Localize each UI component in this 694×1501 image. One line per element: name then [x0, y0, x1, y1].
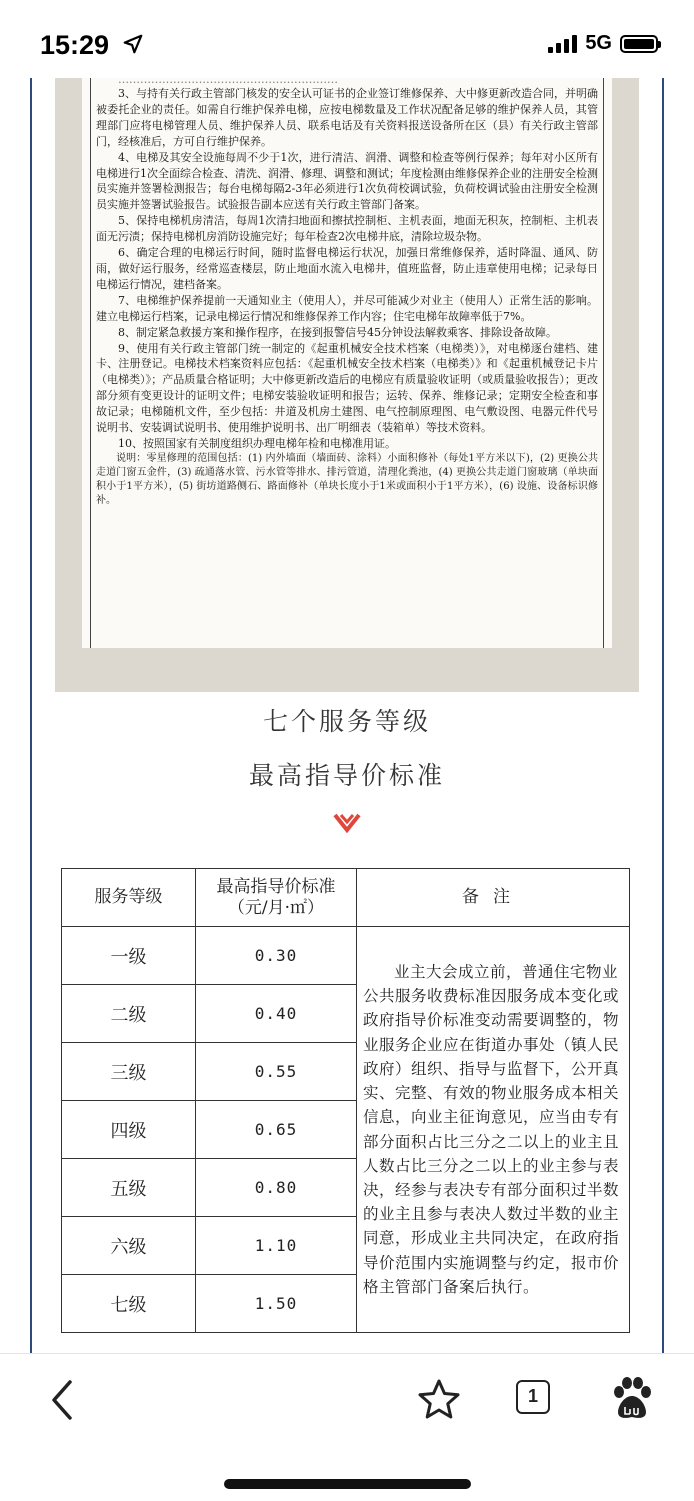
battery-icon	[620, 35, 658, 53]
table-header-row	[62, 869, 630, 927]
level-cell: 六级	[62, 1217, 196, 1275]
level-cell: 三级	[62, 1043, 196, 1101]
document-paragraph: 8、制定紧急救援方案和操作程序，在接到报警信号45分钟设法解救乘客、排除设备故障。	[118, 325, 557, 339]
level-cell: 一级	[62, 927, 196, 985]
document-text	[96, 78, 598, 509]
price-cell: 0.40	[196, 985, 357, 1043]
level-cell: 二级	[62, 985, 196, 1043]
document-paragraph: 4、电梯及其安全设施每周不少于1次，进行清洁、润滑、调整和检查等例行保养；每年对小区所有电梯进行1次全面综合检查、清洗、润滑、修理、调整和测试；年度检测由维修保养企业的注册安全检测员实施并签署检测报告；每台电梯每隔2-3年必须进行1次负荷校调试验，负荷校调试验由注册安全检测员实施并签署试验报告。试验报告副本应送有关行政主管部门备案。	[96, 150, 598, 212]
document-paragraph: 3、与持有关行政主管部门核发的安全认可证书的企业签订维修保养、大中修更新改造合同，并明确被委托企业的责任。如需自行维护保养电梯，应按电梯数量及工作状况配备足够的维护保养人员，其管理部门应将电梯管理人员、维护保养人员、联系电话及有关资料报送设备所在区（县）有关行政主管部门，经核准后，方可自行维护保养。	[96, 87, 598, 148]
price-cell: 0.80	[196, 1159, 357, 1217]
document-paragraph: 5、保持电梯机房清洁，每周1次清扫地面和擦拭控制柜、主机表面，地面无积灰，控制柜、主机表面无污渍；保持电梯机房消防设施完好；每年检查2次电梯井底，清除垃圾杂物。	[96, 214, 598, 244]
document-image	[82, 78, 612, 648]
document-cut-line: ……………………………………………………	[118, 78, 338, 86]
status-bar	[0, 0, 694, 78]
document-paragraph: 10、按照国家有关制度组织办理电梯年检和电梯准用证。	[118, 436, 396, 450]
network-type: 5G	[585, 32, 612, 54]
location-arrow-icon	[122, 33, 144, 55]
price-cell: 0.65	[196, 1101, 357, 1159]
chevron-down-icon	[333, 812, 361, 834]
document-paragraph: 7、电梯维护保养提前一天通知业主（使用人），并尽可能减少对业主（使用人）正常生活的影响。建立电梯运行档案，记录电梯运行情况和维修保养工作内容；住宅电梯年故障率低于7%。	[96, 293, 598, 323]
document-note: 说明：零星修理的范围包括：(1) 内外墙面（墙面砖、涂料）小面积修补（每处1平方米以下)，(2) 更换公共走道门窗五金件，(3) 疏通落水管、污水管等排水、排污管道，清理化粪池，(4) 更换公共走道门窗玻璃（单块面积小于1平方米），(5) 街坊道路侧石、路面修补（单块长度小于1米或面积小于1平方米），(6) 设施、设备标识修补。	[96, 452, 598, 507]
baidu-paw-icon[interactable]	[610, 1376, 654, 1422]
tabs-icon[interactable]: 1	[516, 1380, 550, 1414]
status-indicators	[548, 32, 658, 55]
price-cell: 0.30	[196, 927, 357, 985]
price-cell: 1.50	[196, 1275, 357, 1333]
header-remark: 备注	[357, 869, 630, 927]
level-cell: 五级	[62, 1159, 196, 1217]
level-cell: 七级	[62, 1275, 196, 1333]
level-cell: 四级	[62, 1101, 196, 1159]
price-cell: 0.55	[196, 1043, 357, 1101]
section-heading-line1: 七个服务等级	[262, 707, 431, 736]
table-row	[62, 927, 630, 985]
header-max-price-line1: 最高指导价标准	[216, 876, 336, 897]
browser-bottom-bar	[0, 1353, 694, 1501]
price-cell: 1.10	[196, 1217, 357, 1275]
remark-cell: 业主大会成立前，普通住宅物业公共服务收费标准因服务成本变化或政府指导价标准变动需要调整的，物业服务企业应在街道办事处（镇人民政府）组织、指导与监督下，公开真实、完整、有效的物业服务成本相关信息，向业主征询意见，应当由专有部分面积占比三分之二以上的业主且人数占比三分之二以上的业主参与表决，经参与表决专有部分面积过半数的业主且参与表决人数过半数的业主同意，形成业主共同决定，在政府指导价范围内实施调整与约定，报市价格主管部门备案后执行。	[357, 927, 630, 1333]
document-paragraph: 6、确定合理的电梯运行时间，随时监督电梯运行状况，加强日常维修保养，适时降温、通风、防雨，做好运行服务，经常巡查楼层，防止地面水流入电梯井，值班监督，防止违章使用电梯；记录每日电梯运行情况，建档备案。	[96, 246, 598, 291]
document-paragraph: 9、使用有关行政主管部门统一制定的《起重机械安全技术档案（电梯类）》，对电梯逐台建档、建卡、注册登记。电梯技术档案资料应包括：《起重机械安全技术档案（电梯类）》和《起重机械登记卡片（电梯类）》；产品质量合格证明；大中修更新改造后的电梯应有质量验收证明（或质量验收报告）；更改部分须有变更设计的证明文件；电梯安装验收证明和报告；运转、保养、维修记录；定期安全检查和事故记录；电梯随机文件，至少包括：井道及机房土建图、电气控制原理图、电气敷设图、电器元件代号说明书、安装调试说明书、使用维护说明书、出厂明细表（装箱单）等技术资料。	[96, 341, 598, 435]
signal-icon	[548, 35, 577, 53]
header-service-level: 服务等级	[62, 869, 196, 927]
status-time: 15:29	[40, 30, 110, 60]
section-heading-line2: 最高指导价标准	[248, 761, 445, 790]
header-max-price-unit: （元/月·㎡）	[227, 897, 325, 918]
price-table	[61, 868, 630, 1333]
back-icon[interactable]	[44, 1376, 84, 1424]
header-max-price	[196, 869, 357, 927]
star-icon[interactable]	[415, 1376, 463, 1424]
home-indicator	[224, 1479, 471, 1489]
